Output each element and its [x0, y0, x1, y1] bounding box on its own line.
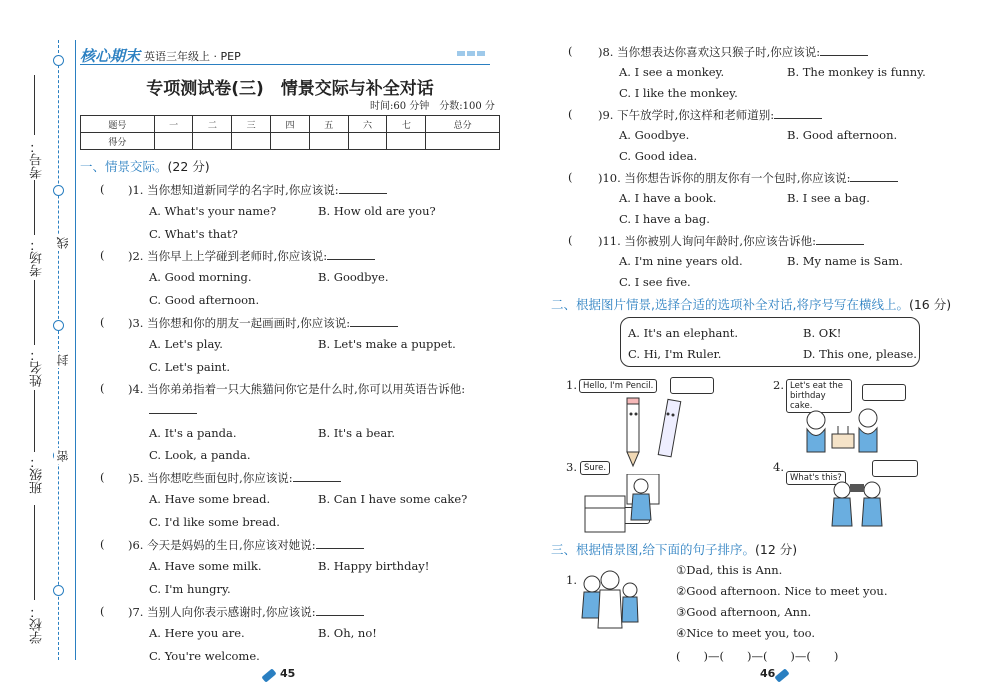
- zoo-illustration: [828, 478, 888, 528]
- side-label-name: 姓名：: [30, 348, 45, 387]
- section3-number: 1.: [566, 573, 577, 587]
- side-fill-line: [34, 75, 35, 135]
- brand-logo: 核心期末: [80, 47, 141, 65]
- answer-blank[interactable]: [149, 403, 197, 414]
- answer-paren[interactable]: (: [100, 248, 105, 262]
- picture4-number: 4.: [773, 460, 784, 474]
- question-stem: [128, 182, 387, 198]
- option-c: C. What's that?: [149, 227, 238, 241]
- answer-paren[interactable]: (: [568, 107, 573, 121]
- score-header-cell: 总分: [426, 116, 500, 133]
- option-b: B. Goodbye.: [318, 270, 389, 284]
- question-text: )9. 下午放学时,你这样和老师道别:: [598, 108, 775, 122]
- question-text: )4. 当你弟弟指着一只大熊猫问你它是什么时,你可以用英语告诉他:: [128, 382, 466, 396]
- question-stem: [598, 107, 822, 123]
- picture3-number: 3.: [566, 460, 577, 474]
- section1-heading: [80, 157, 210, 175]
- answer-paren[interactable]: (: [568, 233, 573, 247]
- score-header-cell: 二: [193, 116, 232, 133]
- section2-title: 二、根据图片情景,选择合适的选项补全对话,将序号写在横线上。: [551, 297, 909, 312]
- side-fill-line: [34, 505, 35, 600]
- question-text: )8. 当你想表达你喜欢这只猴子时,你应该说:: [598, 45, 821, 59]
- option-a: A. Here you are.: [149, 626, 245, 640]
- side-fill-line: [34, 280, 35, 345]
- option-c: C. I'm hungry.: [149, 582, 231, 596]
- option-b: B. I see a bag.: [787, 191, 870, 205]
- option-a: A. Goodbye.: [619, 128, 690, 142]
- side-label-class: 班级：: [30, 455, 45, 494]
- option-b: B. It's a bear.: [318, 426, 396, 440]
- seal-word-line: 线: [56, 237, 70, 249]
- question-text: )1. 当你想知道新同学的名字时,你应该说:: [128, 183, 339, 197]
- seal-word-seal: 封: [56, 354, 70, 366]
- section2-option-d: D. This one, please.: [803, 347, 917, 361]
- score-table: [80, 115, 500, 150]
- score-cell[interactable]: [387, 133, 426, 150]
- section2-option-b: B. OK!: [803, 326, 842, 340]
- question-stem: [128, 248, 375, 264]
- answer-blank[interactable]: [774, 108, 822, 119]
- brand-header: [80, 47, 241, 64]
- answer-paren[interactable]: (: [100, 604, 105, 618]
- question-text: )7. 当别人向你表示感谢时,你应该说:: [128, 605, 316, 619]
- score-header-cell: 五: [309, 116, 348, 133]
- option-a: A. Have some bread.: [149, 492, 271, 506]
- answer-blank[interactable]: [316, 605, 364, 616]
- answer-paren[interactable]: (: [568, 44, 573, 58]
- score-table-score-row: [81, 133, 500, 150]
- option-a: A. What's your name?: [149, 204, 277, 218]
- score-header-cell: 七: [387, 116, 426, 133]
- score-cell[interactable]: [426, 133, 500, 150]
- answer-blank[interactable]: [820, 45, 868, 56]
- question-text: )5. 当你想吃些面包时,你应该说:: [128, 471, 293, 485]
- option-b: B. How old are you?: [318, 204, 436, 218]
- option-c: C. Good idea.: [619, 149, 698, 163]
- section3-title: 三、根据情景图,给下面的句子排序。: [551, 542, 755, 557]
- score-header-cell: 六: [348, 116, 387, 133]
- section2-points: (16 分): [908, 297, 952, 312]
- brand-subtitle: 英语三年级上 · PEP: [144, 49, 241, 63]
- binding-hole: [53, 185, 64, 196]
- answer-blank[interactable]: [816, 234, 864, 245]
- score-cell[interactable]: [309, 133, 348, 150]
- answer-blank[interactable]: [316, 538, 364, 549]
- section1-title: 一、情景交际。: [80, 159, 168, 174]
- page-title: 专项测试卷(三) 情景交际与补全对话: [146, 79, 434, 99]
- option-b: B. Let's make a puppet.: [318, 337, 456, 351]
- answer-paren[interactable]: (: [100, 537, 105, 551]
- question-stem: [128, 537, 364, 553]
- time-info: 时间:60 分钟 分数:100 分: [370, 101, 495, 112]
- section2-heading: [551, 295, 951, 313]
- question-stem: [128, 470, 341, 486]
- birthday-cake-illustration: [802, 404, 882, 454]
- score-header-cell: 四: [271, 116, 310, 133]
- picture2-number: 2.: [773, 378, 784, 392]
- option-a: A. I'm nine years old.: [619, 254, 743, 268]
- option-c: C. Let's paint.: [149, 360, 231, 374]
- option-c: C. I have a bag.: [619, 212, 710, 226]
- score-table-header-row: [81, 116, 500, 133]
- option-c: C. I see five.: [619, 275, 691, 289]
- option-b: B. Good afternoon.: [787, 128, 898, 142]
- score-header-cell: 题号: [81, 116, 155, 133]
- page-pencil-icon: [261, 668, 276, 682]
- section1-points: (22 分): [167, 159, 210, 174]
- section3-points: (12 分): [754, 542, 798, 557]
- score-cell[interactable]: [232, 133, 271, 150]
- picture2-bubble: Let's eat the birthday cake.: [786, 379, 852, 413]
- binding-solid-line: [75, 40, 76, 660]
- family-greeting-illustration: [578, 570, 640, 630]
- question-stem: [598, 44, 868, 60]
- answer-blank[interactable]: [350, 316, 398, 327]
- answer-paren[interactable]: (: [100, 470, 105, 484]
- question-stem: [128, 604, 364, 620]
- seal-word-secret: 密: [56, 450, 70, 462]
- binding-hole: [53, 55, 64, 66]
- option-c: C. I'd like some bread.: [149, 515, 280, 529]
- side-label-school: 学校：: [30, 605, 45, 644]
- option-a: A. It's a panda.: [149, 426, 237, 440]
- picture4-answer-bubble[interactable]: [872, 460, 918, 477]
- section3-heading: [551, 540, 797, 558]
- question-stem: [598, 170, 898, 186]
- section3-answer-row[interactable]: ( )—( )—( )—( ): [676, 649, 839, 663]
- option-a: A. Good morning.: [149, 270, 252, 284]
- score-row-label: 得分: [81, 133, 155, 150]
- header-decoration: [457, 51, 487, 56]
- section3-sentence-1: ①Dad, this is Ann.: [676, 563, 783, 577]
- section2-option-c: C. Hi, I'm Ruler.: [628, 347, 722, 361]
- side-fill-line: [34, 390, 35, 452]
- answer-blank[interactable]: [850, 171, 898, 182]
- answer-blank-line[interactable]: [149, 403, 197, 417]
- section2-option-a: A. It's an elephant.: [628, 326, 739, 340]
- question-text: )2. 当你早上上学碰到老师时,你应该说:: [128, 249, 328, 263]
- section3-sentence-3: ③Good afternoon, Ann.: [676, 605, 812, 619]
- binding-dashed-line: [58, 40, 59, 660]
- page-pencil-icon: [774, 668, 789, 682]
- question-stem: [128, 315, 398, 331]
- header-rule: [80, 64, 490, 65]
- option-a: A. I have a book.: [619, 191, 717, 205]
- picture2-answer-bubble[interactable]: [862, 384, 906, 401]
- score-header-cell: 一: [154, 116, 193, 133]
- side-label-exam-room: 考场：: [30, 238, 45, 277]
- answer-blank[interactable]: [339, 183, 387, 194]
- option-a: A. I see a monkey.: [619, 65, 725, 79]
- score-cell[interactable]: [271, 133, 310, 150]
- score-cell[interactable]: [348, 133, 387, 150]
- picture1-bubble: Hello, I'm Pencil.: [579, 379, 657, 393]
- binding-hole: [53, 320, 64, 331]
- side-label-exam-number: 考号：: [30, 140, 45, 179]
- page-number-left: 45: [280, 667, 296, 680]
- option-a: A. Let's play.: [149, 337, 223, 351]
- option-b: B. Can I have some cake?: [318, 492, 468, 506]
- picture3-bubble: Sure.: [580, 461, 610, 475]
- answer-blank[interactable]: [327, 249, 375, 260]
- option-a: A. Have some milk.: [149, 559, 262, 573]
- section3-sentence-4: ④Nice to meet you, too.: [676, 626, 816, 640]
- option-c: C. Look, a panda.: [149, 448, 251, 462]
- question-text: )10. 当你想告诉你的朋友你有一个包时,你应该说:: [598, 171, 851, 185]
- question-text: )3. 当你想和你的朋友一起画画时,你应该说:: [128, 316, 351, 330]
- side-fill-line: [34, 180, 35, 235]
- option-c: C. Good afternoon.: [149, 293, 260, 307]
- score-header-cell: 三: [232, 116, 271, 133]
- option-b: B. Happy birthday!: [318, 559, 430, 573]
- option-c: C. You're welcome.: [149, 649, 260, 663]
- question-text: )11. 当你被别人询问年龄时,你应该告诉他:: [598, 234, 816, 248]
- score-cell[interactable]: [154, 133, 193, 150]
- page-number-right: 46: [760, 667, 776, 680]
- question-text: )6. 今天是妈妈的生日,你应该对她说:: [128, 538, 316, 552]
- answer-paren[interactable]: (: [100, 315, 105, 329]
- answer-paren[interactable]: (: [100, 182, 105, 196]
- option-b: B. Oh, no!: [318, 626, 377, 640]
- score-cell[interactable]: [193, 133, 232, 150]
- shop-illustration: [583, 474, 663, 534]
- pencil-ruler-illustration: [615, 392, 690, 476]
- picture4-bubble: What's this?: [786, 471, 846, 485]
- answer-paren[interactable]: (: [100, 381, 105, 395]
- answer-blank[interactable]: [293, 471, 341, 482]
- picture1-number: 1.: [566, 378, 577, 392]
- option-b: B. My name is Sam.: [787, 254, 903, 268]
- question-stem: [128, 381, 465, 397]
- binding-hole: [53, 585, 64, 596]
- question-stem: [598, 233, 864, 249]
- option-c: C. I like the monkey.: [619, 86, 738, 100]
- section3-sentence-2: ②Good afternoon. Nice to meet you.: [676, 584, 888, 598]
- option-b: B. The monkey is funny.: [787, 65, 926, 79]
- answer-paren[interactable]: (: [568, 170, 573, 184]
